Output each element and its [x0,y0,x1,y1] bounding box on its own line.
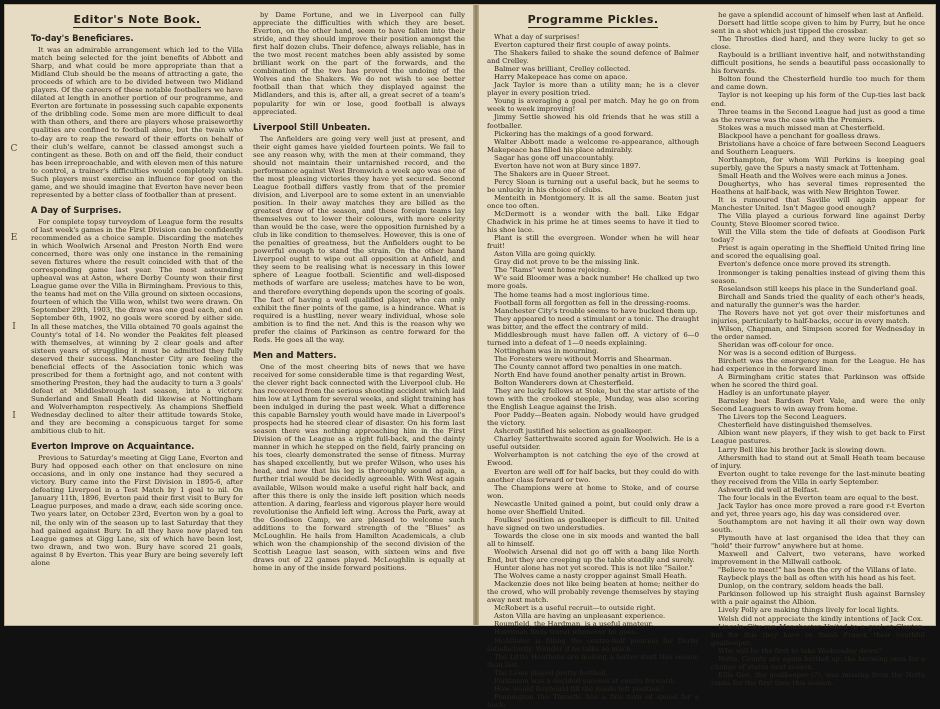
paragraph: For complete topsy turveydom of League form the results of last week's games in the First Division can be confidently recommended as a choice sample. Discarding the matches in which Woolwich Arsenal and Preston North End were concerned, there was only one instance in the remaining seven fixtures where the result coincided with that of the corresponding game last year. The most astounding upheaval was at Aston, where Derby County won their first League game over the Villa in Birmingham. Previous to this, the teams had met on the Villa ground on sixteen occasions, fourteen of which the Villa won, whilst two were drawn. On September 29th, 1903, the draw was one goal each, and on September 6th, 1902, no goals were scored by either side. In all these matches, the Villa obtained 70 goals against the County's total of 14. No wonder the Peakites felt pleased with themselves, at winning by 2 clear goals and after sixteen years of struggling it must be admitted they fully deserved their success. Manchester City are feeling the beneficial effects of the Association tonic which was prescribed for them a fortnight ago, and not content with smothering Preston, they had the audacity to turn a 3 goals' defeat at Middlesbrough last season, into a victory. Sunderland and Small Heath did likewise at Nottingham and Wolverhampton respectively. As champions Sheffield Wednesday declined to alter their attitude towards Stoke, and they are becoming a conspicuous target for some ambitious club to hit. [31,217,243,436]
paragraph: by Dame Fortune, and we in Liverpool can fully appreciate the difficulties with which they are beset. Everton, on the other hand, seem to have fallen into their stride, and they should improve their position amongst the first half dozen clubs. Their defence, always reliable, has in the two most recent matches been ably assisted by some brilliant work on the part of the forwards, and the combination of the two has proved the undoing of the Wolves and the Shakers. We do not wish to see better football than that which they displayed against the Midlanders, and this is, after all, a great secret of a team's popularity for win or lose, good football is always appreciated. [253,11,465,116]
paragraph: Everton have not won at Bury since 1897. [494,161,641,170]
paragraph: One of the most cheering bits of news that we have received for some considerable time is that regarding West, the clever right back connected with the Liverpool club. He has recovered from the serious shooting accident which laid him low at Lytham for several weeks, and slight training has been indulged in during the past week. What a difference this capable Barnsley youth would have made in Liverpool's prospects had he steered clear of disaster. On his form last season there was nothing approaching him in the First Division of the League as a right full-back, and the dainty manner in which he stepped on the field, fairly prancing on his toes, clearly demonstrated the sense of fitness. Murray has shaped excellently, but we prefer Wilson, who uses his head, and now that his leg is thoroughly sound again, a further trial would be decidedly agreeable. With West again available, Wilson would make a useful right half back, and after this there is only the inside left position which needs attention. A daring, fearless and vigorous player here would revolutionise the Anfield left wing. Across the Park, away at the Goodison Camp, we are pleased to welcome such additions to the forward strength of the "Blues" as McLoughlin. He hails from Hamilton Academicals, a club which won the championship of the second division of the Scottish League last season, with sixteen wins and five draws out of 22 games played. McLoughlin is equally at home in any of the inside forward positions. [253,362,466,572]
paragraph: The "Rams" went home rejoicing. [494,266,612,275]
column-text-flow [487,33,699,709]
paragraph: Raybeck plays the ball as often with his head as his feet. [718,574,916,583]
paragraph: It is rumoured that Saville will again appear for Manchester United. Isn't Magee good enough? [711,196,925,213]
paragraph: Wilson, Chapman, and Simpson scored for Wednesday in the order named. [711,324,925,341]
paragraph: Parkinson followed up his straight flush against Barnsley with a pair against the Albion. [711,590,925,607]
paragraph: The Livers top the Second Leaguers. [718,413,847,422]
paragraph: Blackpool have a penchant for goalless draws. [718,131,881,140]
paragraph: What a day of surprises! [494,33,580,41]
margin-letter: I [12,411,16,421]
paragraph: Bolton Wanderers down at Chesterfield. [494,379,634,388]
paragraph: Gray did not prove to be the missing link. [494,258,640,267]
paragraph: The County cannot afford two penalties in one match. [494,362,683,371]
paragraph: Who will be the first to take Wednesday down? [718,646,882,655]
paragraph: Walter Abbott made a welcome re-appearance, although Makepeace has filled his place admirably. [487,137,699,154]
paragraph: Jack Taylor has once more proved a rare good r-t Everton and yet, three years ago, his day was considered over. [711,501,925,518]
paragraph: Jack Taylor is more than a utility man; he is a clever player in every position tried. [487,81,699,98]
paragraph: Everton captured their first couple of away points. [494,41,671,50]
paragraph: Mackenzie does not like being beaten at home; neither do the crowd, who will probably revenge themselves by staying away next match. [487,580,699,605]
paragraph: The Anfielders are going very well just at present, and their eight games have yielded fourteen points. We fail to see any reason why, with the men at their command, they should not maintain their untarnished record, and the performance against West Bromwich a week ago was one of the most pleasing victories they have yet secured. Second League football differs vastly from that of the premier division, and Liverpool are to some extent in an unenviable position. In their away matches they are billed as the greatest draw of the season, and these foreign teams lay themselves out to lower their colours, with more celerity than would be the case, were the opposition furnished by a club in like condition to themselves. However, this is one of the penalties of greatness, but the Anfielders ought to be powerful enough to stand the strain. On the other hand Liverpool ought to wipe out all opposition at Anfield, and they seem to be realising what is necessary in this lower sphere of League football. Scientific and well-disposed methods of warfare are useless; matches have to be won, and therefore everything depends upon the scoring of goals. The fact of having a well qualified player, who can only exhibit the finer points of the game, is a hindrance. What is required is a hustling, never weary individual, whose sole ambition is to find the net. And this is the reason why we prefer the claims of Parkinson as centre forward for the Reds. He goes all the way. [253,134,465,344]
margin-letter: I [12,322,16,332]
paragraph: North End have found another penalty artist in Brown. [494,370,687,379]
paragraph: The Champions were at home to Stoke, and of course won. [487,483,699,500]
paragraph: Parkinson was a decided success at centre forward. [494,676,676,685]
paragraph: Harriman finds travel whenever he goes. [494,628,638,637]
paragraph: Woolwich Arsenal did not go off with a bang like North End, but they are creeping up the table steadily and surely. [487,548,699,565]
paragraph: It was an admirable arrangement which led to the Villa match being selected for the joint benefits of Abbott and Sharp, and what could be more appropriate than that a Midland Club should be the means of attracting a gate, the proceeds of which are to be divided between two Midland players. Of the careers of these notable footballers we have dilated at length in another portion of our programme, and Everton are fortunate in possessing such capable exponents of the dribbling code. Some men are more difficult to deal with than others, and there are players whose praiseworthy qualities are confined to football alone, but the twain who to-day are to reap the reward of their efforts on behalf of their club's welfare, cannot be classed amongst such a contingent as these. Both on and off the field, their conduct has been irreproachable, and with eleven men of this nature to control, a trainer's difficulties would completely vanish. Such players must exercise an influence for good on the game, and we should imagine that Everton have never been represented by a better class of footballer than at present. [31,46,243,199]
paragraph: Hadley is an unfortunate player. [718,389,831,398]
paragraph: Menteith in Montgomery. It is all the same. Beaten just once too often. [487,193,699,210]
paragraph: Everton's defence once more proved its strength. [718,260,891,269]
paragraph: Notts. County are again bottled up; the knowing ones for a change of status next season. [711,654,925,671]
paragraph: he gave a splendid account of himself when last at Anfield. [718,11,924,19]
paragraph: McAllister is filling the centre-half position for Derby satisfactorily. Wonder if he talks so much. [487,636,699,653]
paragraph: Raybould is a brilliant inventive half, and notwithstanding difficult positions, he sends a beautiful pass occasionally to his forwards. [711,51,925,76]
paragraph: Barnsley beat Bardsen Port Vale, and were the only Second Leaguers to win away from home. [711,397,925,414]
paragraph: Albion want new players, if they wish to get back to First League pastures. [711,429,925,446]
paragraph: Foulkes' position as goalkeeper is difficult to fill. United have signed on two understudies. [487,515,699,532]
paragraph: Pickering has the makings of a good forward. [494,129,654,138]
paragraph: Newcastle United gained a point, but could only draw a home over Sheffield United. [487,499,699,516]
paragraph: Percy Sloan is turning out a useful back, but he seems to be unlucky in his choice of clubs. [487,177,699,194]
paragraph: McRobert is a useful recruit—to outside right. [494,604,656,613]
paragraph: Sheridan was off-colour for once. [718,340,834,349]
paragraph: Small Heath and the Wolves were each minus a Jones. [718,171,908,180]
paragraph: Roumfield, the Hardman, is a useful amateur. [494,620,654,629]
programme-pickles-column-2 [711,11,925,687]
paragraph: Will the Villa stem the tide of defeats at Goodison Park today? [711,228,925,245]
section-heading: Liverpool Still Unbeaten. [253,121,371,132]
page-header-text: Programme Pickles. [527,13,659,26]
paragraph: Nor was is a second edition of Burgess. [718,348,857,357]
paragraph: Larry Bell like his brother Jack is slowing down. [718,445,887,454]
paragraph: The Lions played pretty football. [494,668,608,677]
paragraph: Lincoln City ran Manchester United to a goal at Clayton, but for this they have to thank Fraser, their youthful goalkeeper. [711,622,925,647]
paragraph: Middlesbrough must have fallen off. A victory of 6—0 turned into a defeat of 1—0 needs explaining. [487,330,699,347]
paragraph: Jimmy Settle showed his old friends that he was still a footballer. [487,113,699,130]
paragraph: Bolton found the Chesterfield hurdle too much for them and came down. [711,75,925,92]
section-heading: Men and Matters. [253,349,337,360]
paragraph: Aston Villa are going quickly. [494,250,596,259]
paragraph: Dorsett had little scope given to him by Furry, but he once sent in a shot which just tipped the crossbar. [711,19,925,36]
paragraph: Chesterfield have distinguished themselves. [718,421,873,430]
paragraph: Birchall and Sands tried the quality of each other's heads, and naturally the gunner's was the harder. [711,292,925,309]
paragraph: McDermott is a wonder with the ball. Like Edgar Chadwick in his prime he at times seems to have it tied to his shoe lace. [487,210,699,235]
section-heading: Everton Improve on Acquaintance. [31,441,195,452]
paragraph: Young is averaging a goal per match. May he go on from week to week improving! [487,97,699,114]
programme-pickles-column-1 [487,11,699,709]
paragraph: Wolverhampton is not catching the eye of the crowd at Ewood. [487,451,699,468]
paragraph: They are lucky fellows at Stoke, but the star artiste of the town with the crooked steeple, Munday, was also scoring the English League against the Irish. [487,387,699,412]
paragraph: Nottingham was in mourning. [494,346,599,355]
paragraph: The four locals in the Everton team are equal to the best. [718,493,919,502]
margin-letter: E [10,233,18,243]
paragraph: Pennington the Throstle has a fine turn of speed for a back; [487,692,699,709]
paragraph: Bristolians have a choice of fare between Second Leaguers and Southern Leaguers. [711,139,925,156]
paragraph: Plymouth have at last organised the idea that they can "hold" their furrow" anywhere but at home. [711,534,925,551]
paragraph: Ashcroft justified his selection as goalkeeper. [494,427,653,436]
right-page [479,5,937,709]
paragraph: A Birmingham critic states that Parkinson was offside when he scored the third goal. [711,373,925,390]
paragraph: Everton are well off for half backs, but they could do with another class forward or two. [487,467,699,484]
paragraph: They appeared to need a stimulant or a tonic. The draught was bitter, and the effect the contrary of mild. [487,314,699,331]
paragraph: The Little Heathens are making a better start this season than last. [487,652,699,669]
paragraph: Dunlop, on the contrary, seldom heads the ball. [718,582,884,591]
paragraph: Charley Satterthwaite scored again for Woolwich. He is a useful outsider. [487,435,699,452]
paragraph: Lively Polly are making things lively for local lights. [718,606,900,615]
page-header [487,13,699,27]
column-text-flow [711,11,925,687]
paragraph: Ashworth did well at Belfast. [718,485,820,494]
paragraph: Plant is still the evergreen. Wonder when he will hear fruit! [487,234,699,251]
paragraph: W'e said Bloomer was a back number! He chalked up two more goals. [487,274,699,291]
paragraph: Northampton, for whom Will Perkins is keeping goal superbly, gave the Spurs a nasty smack at Tottenham. [711,155,925,172]
paragraph: The Shakers are in Queer Street. [494,169,610,178]
paragraph: Southamptom are not having it all their own way down south. [711,517,925,534]
paragraph: How would Raybould fill the inside left position? [494,684,664,693]
paragraph: Manchester City's trouble seems to have bucked them up. [494,306,698,315]
margin-letters [9,145,19,501]
programme-spread [4,4,936,709]
column-text-flow [31,33,243,567]
paragraph: Harry Makepeace has come on apace. [494,73,628,82]
paragraph: The home teams had a most inglorious time. [494,290,650,299]
paragraph: Football form all forgotten as fell in the dressing-rooms. [494,298,691,307]
paragraph: Hunter alone has not yet scored. This is not like "Sailor." [494,564,693,573]
paragraph: The Villa played a curious forward line against Derby County, Steve Bloomer scored twice. [711,212,925,229]
page-header-text: Editor's Note Book. [73,13,201,26]
paragraph: Doughertys, who has several times represented the Heathens at half-back, was with New Brighton Tower. [711,179,925,197]
column-text-flow [253,11,465,572]
paragraph: Stokes was a much missed man at Chesterfield. [718,123,885,132]
section-heading: A Day of Surprises. [31,204,122,215]
paragraph: Poor Paddy—Beaten again. Nobody would have grudged the victory. [487,411,699,428]
paragraph: "Believe to meet!" has been the cry of the Villans of late. [718,566,917,575]
page-header [31,13,243,27]
editors-note-book-column-1 [31,11,243,619]
paragraph: The Foresters were without Morris and Shearman. [494,354,672,363]
paragraph: Athersmith had to stand out at Small Heath team because of injury. [711,453,925,470]
paragraph: Aston Villa are having an unpleasant experience. [494,612,666,621]
paragraph: Ellis Gee, the goalkeeper (?), was missing from the Notts ranks for the first time this season. [711,670,925,687]
paragraph: The Shakers failed to shake the sound defence of Balmer and Crelley. [487,49,699,66]
paragraph: Sagar has gone off unaccountably. [494,153,614,162]
paragraph: Taylor is not keeping up his form of the Cup-ties last back end. [711,91,925,108]
section-heading: To-day's Beneficiares. [31,33,134,43]
paragraph: Welsh did not appreciate the kindly intentions of Jack Cox. [718,614,923,623]
left-page [5,5,473,625]
paragraph: Previous to Saturday's meeting at Gigg Lane, Everton and Bury had opposed each other on that enclosure on nine occasions, and in only one instance had they secured a victory. Bury came into the First Division in 1895-6, after defeating Liverpool in a Test Match by 1 goal to nil. On January 11th, 1896, Everton paid their first visit to Bury for League purposes, and made a draw, each side scoring once. Two years later, on October 23rd, Everton won by a goal to nil, the only win of the season up to last Saturday that they had gained against Bury. In all they have now played ten League games at Gigg Lane, six of which have been lost, two drawn, and two won. Bury have scored 21 goals, against 8 by Everton. This year Bury are being severely left alone [31,454,243,567]
paragraph: Birchett was the emergency man for the League. He has had experience in the forward line. [711,357,925,374]
paragraph: Priest is again operating in the Sheffield United firing line and scored the equalising goal. [711,244,925,261]
paragraph: Three teams in the Second League had just as good a time as the reverse was the case with the Premiers. [711,107,925,124]
paragraph: Roselandson still keeps his place in the Sunderland goal. [718,284,918,293]
paragraph: Balmer was brilliant, Crelley collected. [494,65,631,74]
editors-note-book-column-2 [253,11,465,619]
paragraph: Ironmonger is taking penalties instead of giving them this season. [711,268,925,285]
paragraph: The Rovers have not yet got over their misfortunes and injuries, particularly to half-backs, occur in every match. [711,308,925,325]
margin-letter: C [10,144,18,154]
paragraph: Everton ought to take revenge for the last-minute beating they received from the Villa in early September. [711,469,925,486]
paragraph: Maxwell and Calvert, two veterans, have worked improvement in the Millwall catbook. [711,550,925,567]
paragraph: The Throstles died hard, and they were lucky to get so close. [711,35,925,52]
paragraph: Towards the close one in six moods and wanted the ball all to himself. [487,531,699,548]
paragraph: The Wolves came a nasty cropper against Small Heath. [494,572,687,581]
